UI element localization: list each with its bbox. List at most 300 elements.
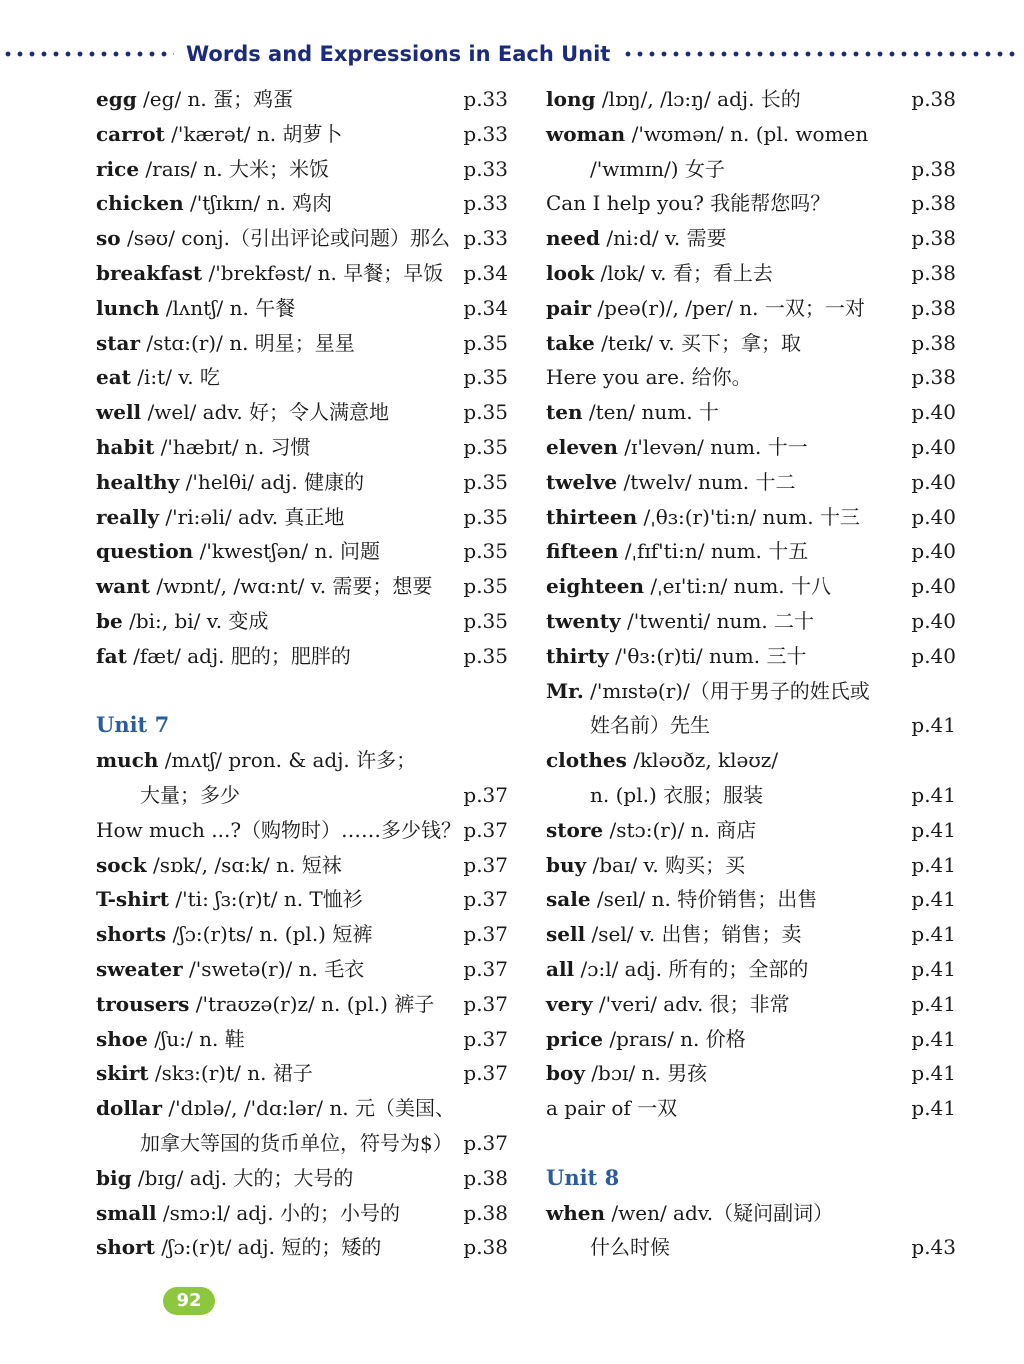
definition: /lʊk/ v. 看；看上去 [594, 260, 773, 285]
entry-text [546, 952, 808, 987]
page-reference: p.38 [911, 295, 956, 320]
page-number-badge: 92 [163, 1287, 215, 1315]
headword: be [96, 608, 123, 633]
headword: store [546, 817, 604, 842]
definition: /stɔ:(r)/ n. 商店 [603, 817, 757, 842]
definition: n. (pl.) 衣服；服装 [590, 782, 764, 807]
vocab-entry [96, 882, 516, 917]
vocab-entry [546, 569, 964, 604]
definition: /mʌtʃ/ pron. & adj. 许多； [158, 748, 417, 773]
vocab-entry [96, 465, 516, 500]
definition: /ʃɔ:(r)t/ adj. 短的；矮的 [154, 1235, 382, 1260]
page-reference: p.35 [463, 400, 508, 425]
headword: eleven [546, 434, 618, 459]
headword: twenty [546, 608, 621, 633]
entry-text [546, 674, 870, 709]
definition: /ɪ'levən/ num. 十一 [617, 434, 808, 459]
headword: skirt [96, 1061, 149, 1086]
headword: thirteen [546, 504, 638, 529]
headword: shoe [96, 1026, 148, 1051]
vocab-entry [96, 569, 516, 604]
headword: T-shirt [96, 887, 170, 912]
left-column [96, 82, 516, 1265]
definition: /ʃu:/ n. 鞋 [147, 1026, 245, 1051]
vocab-entry [96, 1230, 516, 1265]
page-reference: p.35 [463, 504, 508, 529]
page-reference: p.40 [911, 643, 956, 668]
vocab-entry [546, 1196, 964, 1231]
vocab-entry [546, 221, 964, 256]
definition: 姓名前）先生 [590, 713, 710, 738]
headword: buy [546, 852, 587, 877]
entry-text [96, 1161, 353, 1196]
headword: all [546, 956, 575, 981]
headword: take [546, 330, 595, 355]
page-reference: p.35 [463, 539, 508, 564]
vocab-entry [96, 1022, 516, 1057]
vocab-entry [96, 256, 516, 291]
headword: chicken [96, 191, 184, 216]
page-reference: p.33 [463, 226, 508, 251]
entry-text [96, 917, 372, 952]
page-reference: p.37 [463, 1061, 508, 1086]
page-header [0, 36, 1024, 72]
definition: /twelv/ num. 十二 [617, 469, 796, 494]
page-reference: p.40 [911, 469, 956, 494]
entry-text [546, 813, 756, 848]
vocab-entry [96, 221, 516, 256]
vocab-entry [546, 882, 964, 917]
vocab-entry [546, 291, 964, 326]
definition: /fæt/ adj. 肥的；肥胖的 [126, 643, 351, 668]
vocab-entry [96, 186, 516, 221]
definition: /skɜ:(r)t/ n. 裙子 [148, 1061, 313, 1086]
entry-text [546, 848, 745, 883]
vocab-entry [546, 1056, 964, 1091]
vocab-entry [546, 500, 964, 535]
page-reference: p.33 [463, 87, 508, 111]
definition: /ˌθɜ:(r)'ti:n/ num. 十三 [637, 504, 860, 529]
entry-text [546, 117, 868, 152]
page-reference: p.40 [911, 574, 956, 599]
definition: /'kwestʃən/ n. 问题 [193, 539, 381, 564]
vocab-entry [96, 848, 516, 883]
headword: trousers [96, 991, 190, 1016]
definition: /'helθi/ adj. 健康的 [179, 469, 365, 494]
headword: very [546, 991, 593, 1016]
entry-text [96, 778, 240, 813]
headword: need [546, 226, 600, 251]
vocab-entry [96, 917, 516, 952]
vocab-entry [96, 639, 516, 674]
page-reference: p.37 [463, 1026, 508, 1051]
vocab-entry [96, 360, 516, 395]
page-reference: p.35 [463, 608, 508, 633]
headword: small [96, 1200, 157, 1225]
entry-text [546, 534, 808, 569]
page-reference: p.43 [911, 1235, 956, 1260]
page-reference: p.37 [463, 817, 508, 842]
definition: /'ti: ʃɜ:(r)t/ n. T恤衫 [169, 887, 363, 912]
entry-text [546, 395, 719, 430]
vocab-entry [546, 674, 964, 709]
headword: much [96, 748, 159, 773]
headword: shorts [96, 922, 167, 947]
definition: /'dɒlə/, /'dɑ:lər/ n. 元（美国、 [162, 1096, 455, 1121]
vocab-entry [96, 1196, 516, 1231]
entry-text [546, 221, 727, 256]
vocab-entry [546, 117, 964, 152]
entry-text [96, 534, 380, 569]
headword: egg [96, 87, 137, 111]
entry-text [96, 848, 342, 883]
entry-text [96, 1126, 453, 1161]
definition: /wɒnt/, /wɑ:nt/ v. 需要；想要 [149, 574, 433, 599]
headword: lunch [96, 295, 160, 320]
page-reference: p.38 [911, 260, 956, 285]
vocab-entry [546, 1230, 964, 1265]
entry-text [96, 639, 351, 674]
definition: 加拿大等国的货币单位，符号为$） [140, 1130, 453, 1155]
page-reference: p.35 [463, 434, 508, 459]
headword: carrot [96, 121, 165, 146]
page-reference: p.41 [911, 1096, 956, 1121]
definition: /eg/ n. 蛋；鸡蛋 [136, 87, 294, 111]
page-reference: p.41 [911, 1026, 956, 1051]
definition: Here you are. 给你。 [546, 365, 752, 390]
page-reference: p.41 [911, 922, 956, 947]
page-reference: p.37 [463, 922, 508, 947]
definition: /ɔ:l/ adj. 所有的；全部的 [574, 956, 809, 981]
definition: /'swetə(r)/ n. 毛衣 [182, 956, 365, 981]
entry-text [546, 917, 802, 952]
page-reference: p.40 [911, 539, 956, 564]
vocab-entry [96, 152, 516, 187]
vocab-entry [96, 430, 516, 465]
page-reference: p.33 [463, 156, 508, 181]
definition: /raɪs/ n. 大米；米饭 [139, 156, 329, 181]
entry-text [96, 82, 293, 117]
page-reference: p.41 [911, 1061, 956, 1086]
page-reference: p.38 [911, 226, 956, 251]
vocab-entry [546, 186, 964, 221]
vocab-entry [546, 987, 964, 1022]
definition: /'veri/ adv. 很；非常 [592, 991, 790, 1016]
headword: fat [96, 643, 127, 668]
headword: star [96, 330, 140, 355]
definition: Can I help you? 我能帮您吗？ [546, 191, 831, 216]
vocab-entry [96, 291, 516, 326]
headword: eighteen [546, 574, 645, 599]
page-reference: p.41 [911, 887, 956, 912]
header-dot-rule-right [622, 50, 1018, 58]
entry-text [96, 882, 363, 917]
definition: /'twenti/ num. 二十 [620, 608, 815, 633]
spacer [96, 674, 516, 709]
entry-text [96, 117, 342, 152]
definition: /peə(r)/, /per/ n. 一双；一对 [591, 295, 865, 320]
page-reference: p.37 [463, 852, 508, 877]
headword: sale [546, 887, 591, 912]
entry-text [96, 604, 268, 639]
header-dot-rule-left [2, 50, 174, 58]
vocab-entry [546, 743, 964, 778]
entry-text [96, 291, 295, 326]
page-reference: p.35 [463, 643, 508, 668]
definition: 什么时候 [590, 1235, 670, 1260]
entry-text [546, 639, 806, 674]
definition: /smɔ:l/ adj. 小的；小号的 [156, 1200, 400, 1225]
vocab-entry [546, 917, 964, 952]
vocab-entry [96, 604, 516, 639]
page-reference: p.35 [463, 469, 508, 494]
headword: eat [96, 365, 131, 390]
definition: /ʃɔ:(r)ts/ n. (pl.) 短裤 [166, 922, 373, 947]
vocab-entry [546, 778, 964, 813]
definition: /wen/ adv.（疑问副词） [605, 1200, 834, 1225]
headword: so [96, 226, 121, 251]
definition: /kləʊðz, kləʊz/ [626, 748, 779, 773]
vocab-entry [546, 1091, 964, 1126]
vocab-entry [96, 395, 516, 430]
definition: /praɪs/ n. 价格 [603, 1026, 746, 1051]
page-reference: p.40 [911, 608, 956, 633]
vocab-entry [546, 256, 964, 291]
headword: long [546, 87, 596, 111]
page-reference: p.38 [463, 1165, 508, 1190]
headword: when [546, 1200, 606, 1225]
entry-text [96, 743, 416, 778]
headword: woman [546, 121, 626, 146]
definition: 大量；多少 [140, 782, 240, 807]
definition: /'θɜ:(r)ti/ num. 三十 [608, 643, 807, 668]
headword: short [96, 1235, 155, 1260]
entry-text [96, 326, 355, 361]
headword: ten [546, 400, 583, 425]
definition: /'ri:əli/ adv. 真正地 [159, 504, 345, 529]
vocab-entry [96, 987, 516, 1022]
entry-text [96, 360, 220, 395]
page-reference: p.41 [911, 782, 956, 807]
page-reference: p.35 [463, 574, 508, 599]
vocab-entry [546, 952, 964, 987]
definition: /'traʊzə(r)z/ n. (pl.) 裤子 [189, 991, 435, 1016]
definition: /stɑ:(r)/ n. 明星；星星 [140, 330, 355, 355]
entry-text [96, 221, 450, 256]
page-reference: p.35 [463, 365, 508, 390]
headword: dollar [96, 1096, 163, 1121]
entry-text [546, 987, 790, 1022]
vocab-entry [546, 360, 964, 395]
headword: sweater [96, 956, 183, 981]
headword: boy [546, 1061, 585, 1086]
unit-heading: Unit 7 [96, 712, 170, 738]
vocab-entry [546, 326, 964, 361]
page-reference: p.38 [463, 1200, 508, 1225]
entry-text [96, 987, 434, 1022]
entry-text [546, 360, 752, 395]
entry-text [546, 1056, 707, 1091]
page-reference: p.41 [911, 991, 956, 1016]
vocab-entry [96, 326, 516, 361]
entry-text [546, 1196, 833, 1231]
definition: /i:t/ v. 吃 [130, 365, 220, 390]
vocab-entry [96, 500, 516, 535]
definition: /lɒŋ/, /lɔ:ŋ/ adj. 长的 [595, 87, 801, 111]
entry-text [546, 569, 831, 604]
headword: breakfast [96, 260, 203, 285]
entry-text [96, 256, 443, 291]
entry-text [546, 326, 801, 361]
headword: sell [546, 922, 586, 947]
page-reference: p.35 [463, 330, 508, 355]
vocab-entry [546, 534, 964, 569]
vocab-entry [546, 848, 964, 883]
page-reference: p.37 [463, 782, 508, 807]
vocab-entry [96, 117, 516, 152]
entry-text [96, 186, 332, 221]
page-reference: p.38 [911, 191, 956, 216]
vocab-entry [96, 813, 516, 848]
spacer [546, 1126, 964, 1161]
vocab-entry [546, 465, 964, 500]
entry-text [96, 569, 432, 604]
definition: /bɔɪ/ n. 男孩 [584, 1061, 708, 1086]
definition: /ni:d/ v. 需要 [599, 226, 727, 251]
headword: Mr. [546, 678, 584, 703]
entry-text [96, 1056, 313, 1091]
headword: clothes [546, 748, 627, 773]
definition: /seɪl/ n. 特价销售；出售 [590, 887, 818, 912]
vocab-entry [546, 82, 964, 117]
definition: /bi:, bi/ v. 变成 [122, 608, 269, 633]
entry-text [546, 500, 860, 535]
entry-text [96, 1230, 381, 1265]
page-reference: p.40 [911, 504, 956, 529]
page-reference: p.37 [463, 887, 508, 912]
definition: /sel/ v. 出售；销售；卖 [585, 922, 802, 947]
entry-text [96, 395, 389, 430]
vocab-entry [546, 152, 964, 187]
entry-text [96, 1091, 455, 1126]
vocab-entry [546, 395, 964, 430]
vocab-entry [96, 1126, 516, 1161]
page-reference: p.41 [911, 852, 956, 877]
definition: /baɪ/ v. 购买；买 [586, 852, 746, 877]
page-reference: p.34 [463, 295, 508, 320]
vocab-entry [96, 952, 516, 987]
definition: /sɒk/, /sɑ:k/ n. 短袜 [146, 852, 342, 877]
headword: well [96, 400, 142, 425]
entry-text [546, 1230, 670, 1265]
page-reference: p.41 [911, 713, 956, 738]
vocab-entry [546, 430, 964, 465]
entry-text [546, 1022, 746, 1057]
headword: habit [96, 434, 155, 459]
headword: sock [96, 852, 147, 877]
entry-text [96, 1022, 245, 1057]
page-reference: p.40 [911, 434, 956, 459]
entry-text [96, 952, 364, 987]
vocab-entry [546, 708, 964, 743]
definition: /səʊ/ conj.（引出评论或问题）那么 [120, 226, 450, 251]
page-reference: p.41 [911, 956, 956, 981]
headword: look [546, 260, 595, 285]
definition: /lʌntʃ/ n. 午餐 [159, 295, 296, 320]
headword: big [96, 1165, 132, 1190]
right-column [546, 82, 964, 1265]
headword: pair [546, 295, 592, 320]
header-title: Words and Expressions in Each Unit [186, 42, 611, 66]
page-reference: p.38 [911, 87, 956, 111]
definition: /ten/ num. 十 [582, 400, 719, 425]
definition: /'kærət/ n. 胡萝卜 [164, 121, 343, 146]
headword: want [96, 574, 150, 599]
page-reference: p.38 [911, 365, 956, 390]
definition: a pair of 一双 [546, 1096, 678, 1121]
vocab-entry [96, 1091, 516, 1126]
headword: fifteen [546, 539, 619, 564]
page-reference: p.38 [463, 1235, 508, 1260]
entry-text [96, 465, 364, 500]
entry-text [96, 152, 329, 187]
vocab-entry [546, 813, 964, 848]
entry-text [96, 430, 311, 465]
definition: /'wɪmɪn/) 女子 [590, 156, 725, 181]
page-reference: p.41 [911, 817, 956, 842]
definition: /teɪk/ v. 买下；拿；取 [594, 330, 802, 355]
entry-text [546, 882, 817, 917]
vocab-entry [96, 1161, 516, 1196]
page-reference: p.33 [463, 121, 508, 146]
page-reference: p.40 [911, 400, 956, 425]
vocab-entry [546, 604, 964, 639]
vocab-entry [546, 1022, 964, 1057]
definition: /'mɪstə(r)/（用于男子的姓氏或 [583, 678, 870, 703]
vocab-entry [96, 1056, 516, 1091]
entry-text [546, 743, 778, 778]
unit-heading: Unit 8 [546, 1164, 620, 1190]
definition: /bɪg/ adj. 大的；大号的 [131, 1165, 354, 1190]
page-reference: p.38 [911, 330, 956, 355]
headword: thirty [546, 643, 609, 668]
page-reference: p.33 [463, 191, 508, 216]
headword: really [96, 504, 160, 529]
entry-text [546, 82, 801, 117]
vocab-entry [96, 743, 516, 778]
entry-text [546, 465, 795, 500]
vocab-entry [96, 778, 516, 813]
page-reference: p.34 [463, 260, 508, 285]
entry-text [96, 500, 344, 535]
entry-text [546, 430, 808, 465]
page-reference: p.37 [463, 1130, 508, 1155]
entry-text [96, 813, 461, 848]
entry-text [546, 1091, 677, 1126]
vocab-entry [96, 82, 516, 117]
definition: /ˌeɪ'ti:n/ num. 十八 [644, 574, 831, 599]
page-reference: p.37 [463, 956, 508, 981]
headword: price [546, 1026, 604, 1051]
definition: /'wʊmən/ n. (pl. women [625, 121, 869, 146]
entry-text [546, 604, 814, 639]
entry-text [546, 708, 710, 743]
entry-text [546, 256, 773, 291]
entry-text [546, 152, 725, 187]
definition: /'hæbɪt/ n. 习惯 [154, 434, 311, 459]
entry-text [546, 186, 830, 221]
entry-text [96, 1196, 400, 1231]
